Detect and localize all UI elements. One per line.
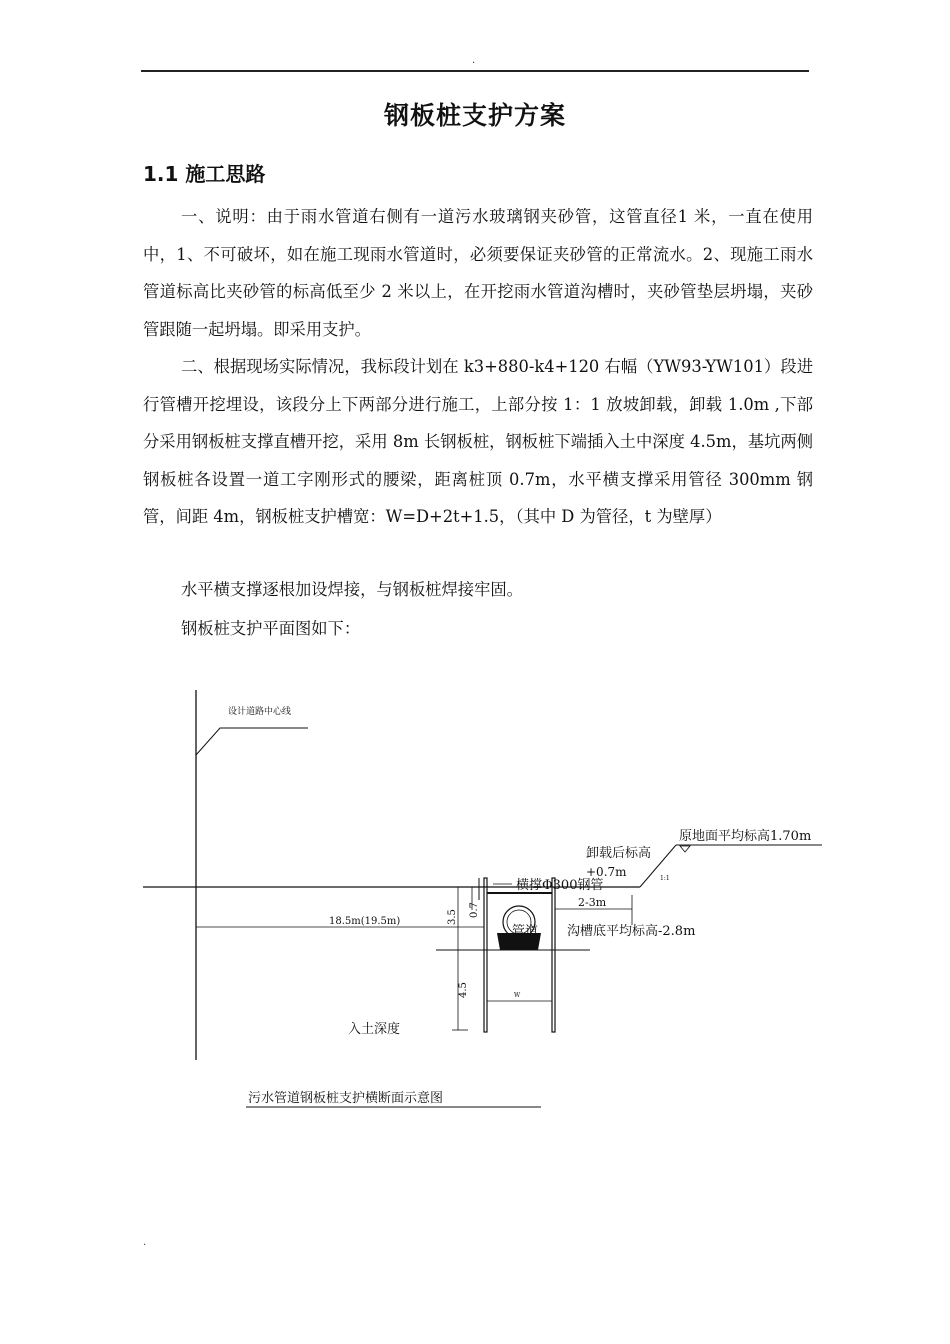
paragraph-figure-intro: 钢板桩支护平面图如下：	[181, 619, 361, 638]
width-label: 2-3m	[578, 896, 607, 909]
distance-label: 18.5m(19.5m)	[329, 916, 401, 927]
centerline-leader	[196, 728, 308, 755]
section-heading: 1.1 施工思路	[143, 162, 266, 186]
dimension-35: 3.5	[447, 909, 458, 925]
ground-level-marker	[680, 846, 690, 852]
trench-bottom-label: 沟槽底平均标高-2.8m	[567, 924, 696, 939]
footer-mark: .	[143, 1237, 147, 1248]
figure-caption: 污水管道钢板桩支护横断面示意图	[248, 1091, 444, 1106]
paragraph-text: 二、根据现场实际情况，我标段计划在 k3+880-k4+120 右幅（YW93-YW101）段进行管槽开挖埋设，该段分上下两部分进行施工，上部分按 1：1 放坡卸载，卸载 1.0m ,下部分采用钢板桩支撑直槽开挖，采用 8m 长钢板桩，钢板桩下端插入土中深度 4.5m，基坑两侧钢板桩各设置一道工字刚形式的腰梁，距离桩顶 0.7m，水平横支撑采用管径 300mm 钢管，间距 4m，钢板桩支护槽宽：W=D+2t+1.5，（其中 D 为管径，t 为壁厚）	[143, 357, 813, 527]
sheet-pile-right	[552, 878, 555, 1032]
centerline-label: 设计道路中心线	[228, 707, 292, 717]
dimension-45: 4.5	[458, 982, 469, 998]
slope-mark: 1:1	[660, 875, 670, 882]
unload-label: 卸载后标高	[586, 846, 652, 861]
unload-value: +0.7m	[586, 865, 627, 879]
page-title: 钢板桩支护方案	[383, 101, 566, 130]
header-mark: .	[472, 55, 476, 66]
embed-depth-label: 入土深度	[348, 1022, 401, 1037]
paragraph-welding: 水平横支撑逐根加设焊接，与钢板桩焊接牢固。	[181, 580, 523, 599]
paragraph-text: 一、说明：由于雨水管道右侧有一道污水玻璃钢夹砂管，这管直径1 米，一直在使用中，1、不可破坏，如在施工现雨水管道时，必须要保证夹砂管的正常流水。2、现施工雨水管道标高比夹砂管的标高低至少 2 米以上，在开挖雨水管道沟槽时，夹砂管垫层坍塌，夹砂管跟随一起坍塌。即采用支护。	[143, 207, 813, 339]
dimension-07: 0.7	[469, 902, 480, 918]
strut-label: 横撑Φ300钢管	[516, 878, 604, 893]
pipe-label: 管道	[512, 924, 539, 939]
trench-width-label: W	[514, 992, 521, 999]
sheet-pile-left	[484, 878, 487, 1032]
ground-label: 原地面平均标高1.70m	[679, 829, 812, 844]
